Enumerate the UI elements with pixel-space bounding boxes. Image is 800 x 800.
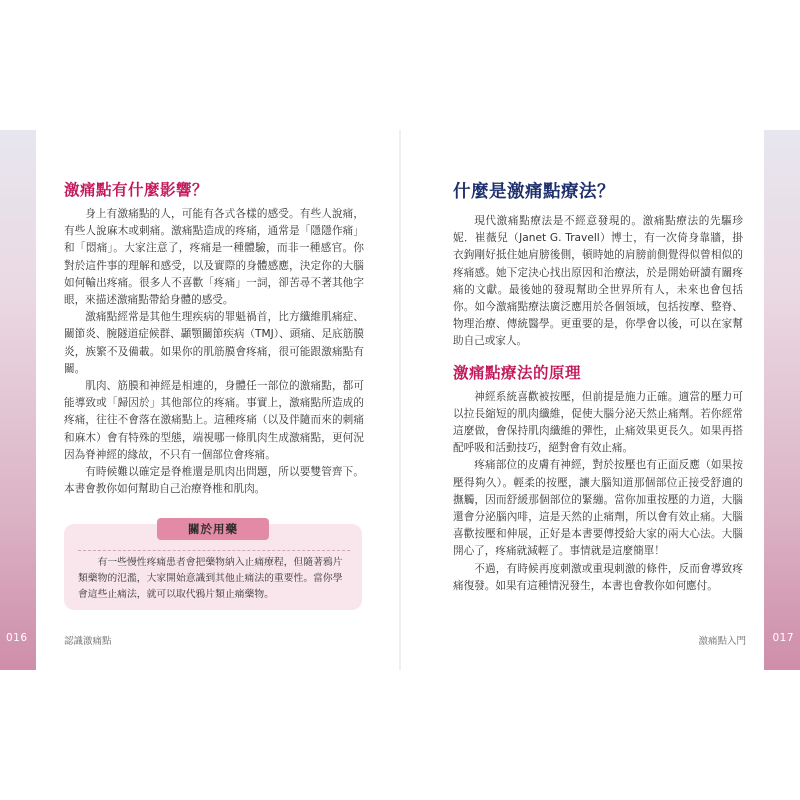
right-page-number: 017 — [772, 632, 794, 644]
left-paragraph: 身上有激痛點的人，可能有各式各樣的感受。有些人說痛，有些人說麻木或刺痛。激痛點造成的疼痛，通常是「隱隱作痛」和「悶痛」。大家注意了，疼痛是一種體驗，而非一種感官。你對於這件事的理解和感受，以及實際的身體感應，決定你的大腦如何輸出疼痛。很多人不喜歡「疼痛」一詞，卻苦尋不著其他字眼，來描述激痛點帶給身體的感受。 — [64, 208, 364, 307]
right-paragraph: 疼痛部位的皮膚有神經，對於按壓也有正面反應（如果按壓得夠久）。輕柔的按壓，讓大腦知道那個部位正接受舒適的撫觸，因而舒緩那個部位的緊繃。當你加重按壓的力道，大腦還會分泌腦內啡，這是天然的止痛劑，所以會有效止痛。大腦喜歡按壓和伸展，正好是本書要傳授給大家的兩大心法。大腦開心了，疼痛就減輕了。事情就是這麼簡單！ — [453, 459, 743, 558]
right-column — [453, 178, 743, 595]
right-edge-tab — [764, 130, 800, 670]
right-paragraph: 不過，有時候再度刺激或重現刺激的條件，反而會導致疼痛復發。如果有這種情況發生，本書也會教你如何應付。 — [453, 562, 743, 592]
note-line: 有一些慢性疼痛患者會把藥物納入止痛療程，但隨著鴉片類藥物的氾濫，大家開始意識到其他止痛法的重要性。當你學會這些止痛法，就可以取代鴉片類止痛藥物。 — [78, 557, 343, 600]
book-spread — [0, 130, 800, 670]
left-page — [36, 130, 399, 670]
left-edge-tab — [0, 130, 36, 670]
right-heading: 什麼是激痛點療法？ — [453, 182, 615, 202]
right-paragraph: 神經系統喜歡被按壓，但前提是施力正確。適當的壓力可以拉長縮短的肌肉纖維，促使大腦分泌天然止痛劑。若你經常這麼做，會保持肌肉纖維的彈性，止痛效果更長久。如果再搭配呼吸和活動技巧，絕對會有效止痛。 — [453, 390, 743, 455]
note-text — [78, 550, 350, 603]
left-paragraph: 有時候難以確定是脊椎還是肌肉出問題，所以要雙管齊下。本書會教你如何幫助自己治療脊椎和肌肉。 — [64, 466, 364, 496]
right-page — [401, 130, 764, 670]
right-paragraph: 現代激痛點療法是不經意發現的。激痛點療法的先驅珍妮．崔薇兒（Janet G. Travell）博士，有一次倚身靠牆，掛衣鉤剛好抵住她肩膀後側，頓時她的肩膀前側覺得似曾相似的疼痛感。她下定決心找出原因和治療法，於是開始研讀有關疼痛的文獻。最後她的發現幫助全世界所有人，未來也會包括你。如今激痛點療法廣泛應用於各個領域，包括按摩、整脊、物理治療、傳統醫學。更重要的是，你學會以後，可以在家幫助自己或家人。 — [453, 215, 743, 348]
left-heading: 激痛點有什麼影響？ — [64, 181, 209, 199]
right-footer-label: 激痛點入門 — [698, 636, 746, 647]
left-footer-label: 認識激痛點 — [64, 636, 112, 647]
left-column — [64, 178, 364, 498]
left-page-number: 016 — [6, 632, 28, 644]
right-subheading: 激痛點療法的原理 — [453, 363, 582, 382]
medication-note-box — [64, 524, 362, 610]
note-title: 關於用藥 — [157, 518, 269, 540]
left-paragraph: 肌肉、筋膜和神經是相連的，身體任一部位的激痛點，都可能導致或「歸因於」其他部位的疼痛。事實上，激痛點所造成的疼痛，往往不會落在激痛點上。這種疼痛（以及伴隨而來的刺痛和麻木）會有特殊的型態，端視哪一條肌肉生成激痛點，更何況因為脊神經的緣故，不只有一個部位會疼痛。 — [64, 380, 364, 461]
left-paragraph: 激痛點經常是其他生理疾病的罪魁禍首，比方纖維肌痛症、關節炎、腕隧道症候群、顳顎關節疾病（TMJ）、頭痛、足底筋膜炎，族繁不及備載。如果你的肌筋膜會疼痛，很可能跟激痛點有關。 — [64, 311, 364, 375]
